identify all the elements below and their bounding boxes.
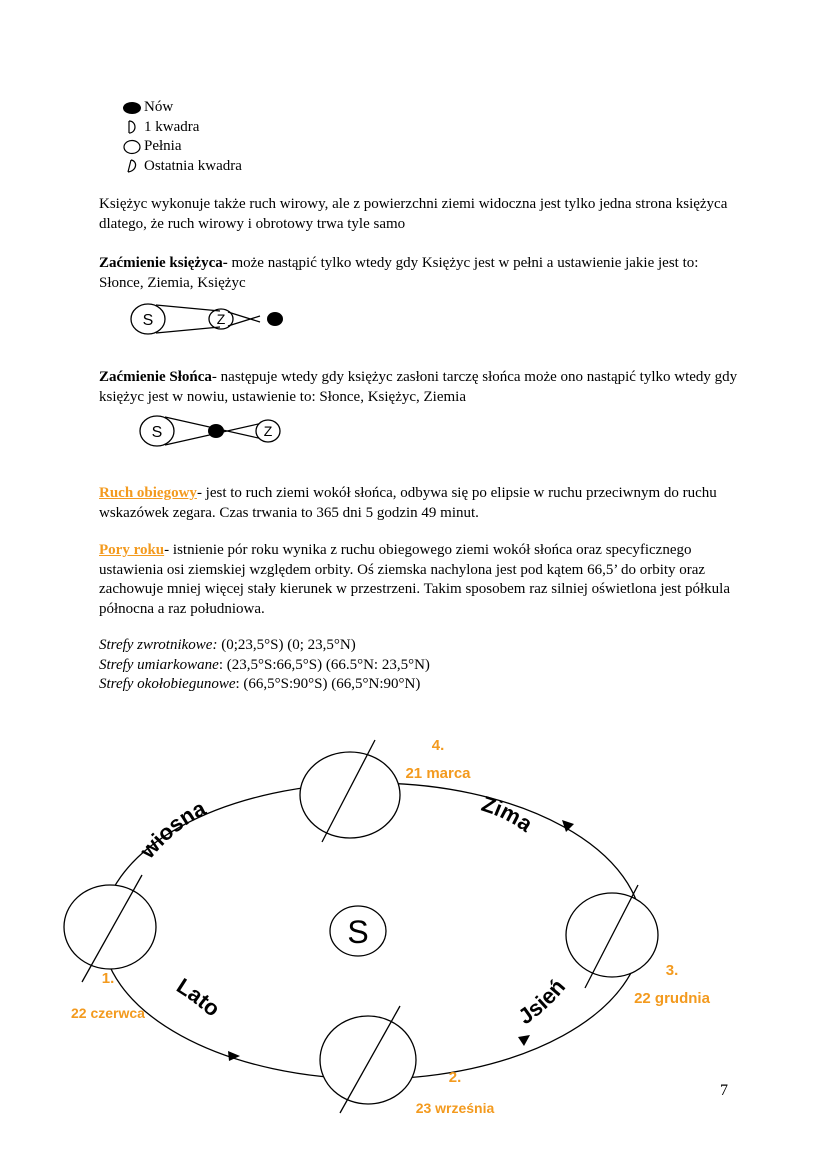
lunar-eclipse-text: może nastąpić tylko wtedy gdy Księżyc jest w pełni a ustawienie jakie jest to: Słonce, Ziemia, Księżyc: [99, 255, 699, 291]
sun-letter: S: [347, 914, 369, 950]
climate-zones: [99, 636, 739, 695]
sun-letter: S: [151, 424, 163, 441]
season-autumn: Jsień: [513, 974, 571, 1030]
paragraph-rotation: Księżyc wykonuje także ruch wirowy, ale z powierzchni ziemi widoczna jest tylko jedna strona księżyca dlatego, że ruch wirowy i obrotowy trwa tyle samo: [99, 196, 728, 232]
position-date: 22 grudnia: [634, 990, 710, 1007]
seasons-text: - istnienie pór roku wynika z ruchu obiegowego ziemi wokół słońca oraz specyficznego ustawienia osi ziemskiej względem orbity. Oś ziemska nachylona jest pod kątem 66,5’ do orbity oraz zachowuje mniej więcej stały kierunek w przestrzeni. Takim sposobem raz silniej oświetlona jest półkula północna a raz południowa.: [99, 542, 730, 617]
first-quarter-icon: [122, 119, 144, 135]
earth-position-4: [300, 752, 400, 838]
season-winter: Zima: [478, 790, 538, 837]
last-quarter-icon: [122, 158, 144, 174]
paragraph-orbital-motion: [99, 484, 739, 523]
full-moon-icon: [122, 139, 144, 155]
position-number: 1.: [101, 970, 115, 987]
orbital-term: Ruch obiegowy: [99, 485, 197, 501]
legend-new-moon: [122, 98, 242, 118]
legend-label: 1 kwadra: [144, 118, 200, 135]
moon-phase-legend: [122, 98, 242, 176]
solar-eclipse-diagram: [132, 410, 292, 454]
paragraph-solar-eclipse: [99, 368, 739, 407]
position-number: 3.: [665, 962, 679, 979]
paragraph-seasons: [99, 541, 739, 619]
position-number: 2.: [448, 1069, 462, 1086]
zone-tropical: Strefy zwrotnikowe: (0;23,5°S) (0; 23,5°N): [99, 637, 356, 653]
earth-orbit-diagram: [0, 720, 828, 1120]
seasons-term: Pory roku: [99, 542, 165, 558]
position-number: 4.: [431, 737, 445, 754]
season-summer: Lato: [172, 973, 226, 1022]
legend-full-moon: [122, 137, 242, 157]
legend-label: Ostatnia kwadra: [144, 157, 242, 174]
solar-eclipse-term: Zaćmienie Słońca: [99, 369, 212, 385]
position-date: 23 września: [415, 1100, 495, 1116]
earth-letter: Z: [263, 423, 273, 439]
page-number: 7: [720, 1082, 728, 1099]
earth-position-1: [64, 885, 156, 969]
solar-eclipse-text: - następuje wtedy gdy księżyc zasłoni tarczę słońca może ono nastąpić tylko wtedy gdy księżyc jest w nowiu, ustawienie to: Słonce, Księżyc, Ziemia: [99, 369, 738, 405]
paragraph-lunar-eclipse: [99, 254, 739, 293]
earth-position-2: [320, 1016, 416, 1104]
legend-last-quarter: [122, 157, 242, 177]
position-date: 21 marca: [405, 765, 471, 782]
legend-first-quarter: [122, 118, 242, 138]
new-moon-icon: [122, 101, 144, 115]
zone-polar: Strefy okołobiegunowe: (66,5°S:90°S) (66,5°N:90°N): [99, 676, 421, 692]
legend-label: Nów: [144, 99, 174, 115]
earth-letter: Z: [216, 311, 226, 327]
zone-temperate: Strefy umiarkowane: (23,5°S:66,5°S) (66.5°N: 23,5°N): [99, 656, 430, 673]
position-date: 22 czerwca: [71, 1005, 145, 1021]
season-spring: wiosna: [134, 795, 210, 864]
orbital-text: - jest to ruch ziemi wokół słońca, odbywa się po elipsie w ruchu przeciwnym do ruchu wskazówek zegara. Czas trwania to 365 dni 5 godzin 49 minut.: [99, 485, 717, 521]
lunar-eclipse-term: Zaćmienie księżyca-: [99, 255, 228, 271]
lunar-eclipse-diagram: [120, 298, 300, 344]
legend-label: Pełnia: [144, 138, 182, 154]
sun-letter: S: [142, 312, 154, 329]
